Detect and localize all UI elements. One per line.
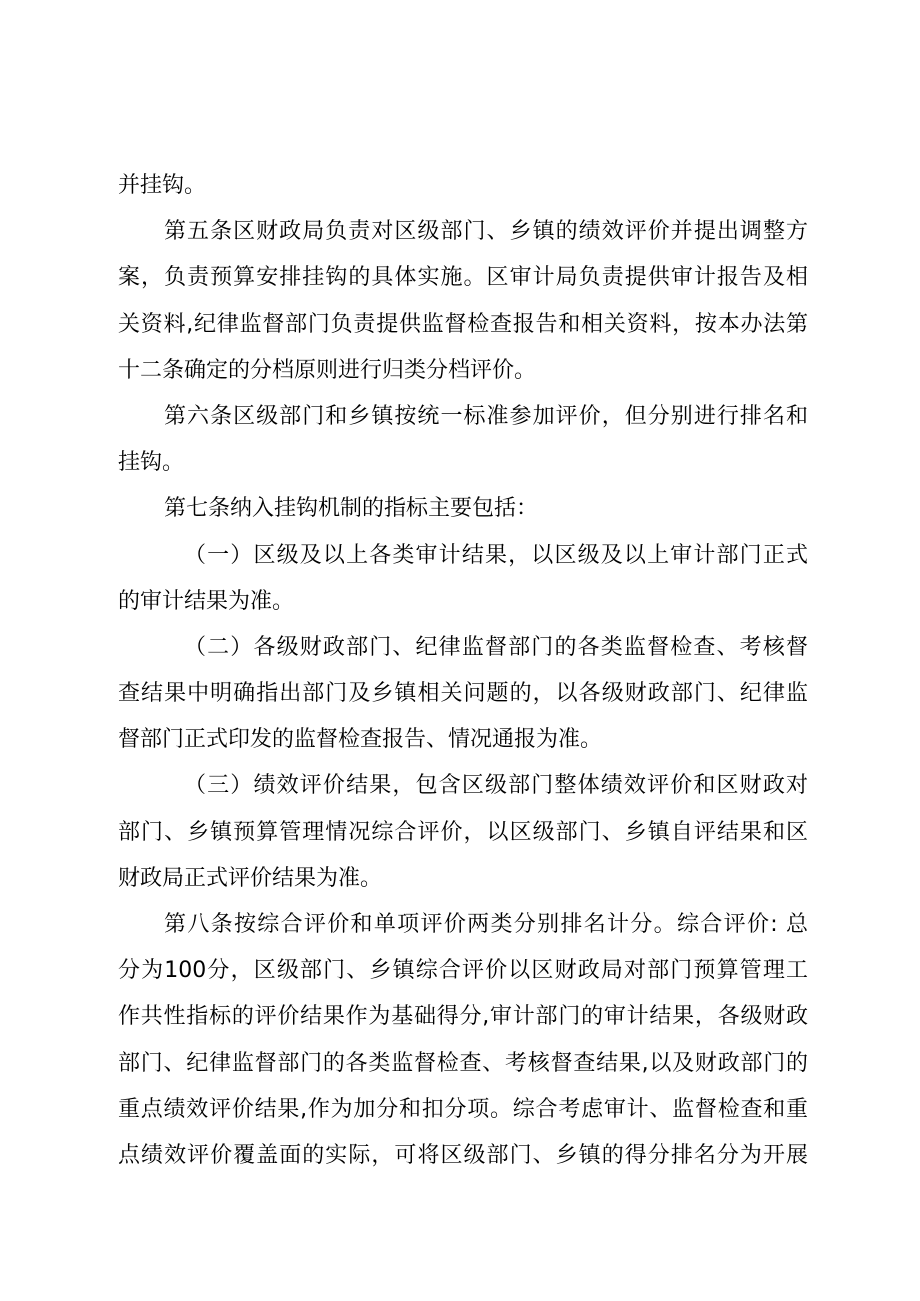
text-line: 分为100分，区级部门、乡镇综合评价以区财政局对部门预算管理工 [118,958,808,984]
text-line: 部门、乡镇预算管理情况综合评价，以区级部门、乡镇自评结果和区 [118,819,808,845]
item-3-line: （三）绩效评价结果，包含区级部门整体绩效评价和区财政对 [184,773,808,799]
text-line: 重点绩效评价结果,作为加分和扣分项。综合考虑审计、监督检查和重 [118,1096,808,1122]
text-line: 并挂钩。 [118,173,207,198]
text-line: 的审计结果为准。 [118,588,295,614]
article-6-heading-line: 第六条区级部门和乡镇按统一标准参加评价，但分别进行排名和 [164,403,808,429]
article-8-heading-line: 第八条按综合评价和单项评价两类分别排名计分。综合评价: 总 [164,912,808,937]
text-line: 财政局正式评价结果为准。 [118,865,383,891]
text-line: 作共性指标的评价结果作为基础得分,审计部门的审计结果，各级财政 [118,1004,808,1030]
article-7-heading-line: 第七条纳入挂钩机制的指标主要包括： [164,496,539,522]
text-line: 十二条确定的分档原则进行归类分档评价。 [118,357,537,383]
item-1-line: （一）区级及以上各类审计结果，以区级及以上审计部门正式 [184,542,808,568]
article-5-heading-line: 第五条区财政局负责对区级部门、乡镇的绩效评价并提出调整方 [164,219,808,245]
document-body [118,163,808,1179]
text-line: 挂钩。 [118,450,185,476]
text-line: 案，负责预算安排挂钩的具体实施。区审计局负责提供审计报告及相 [118,265,808,291]
item-2-line: （二）各级财政部门、纪律监督部门的各类监督检查、考核督 [184,634,808,660]
text-line: 查结果中明确指出部门及乡镇相关问题的，以各级财政部门、纪律监 [118,681,808,707]
text-line: 关资料,纪律监督部门负责提供监督检查报告和相关资料，按本办法第 [118,311,808,337]
text-line: 部门、纪律监督部门的各类监督检查、考核督查结果,以及财政部门的 [118,1050,808,1076]
text-line: 点绩效评价覆盖面的实际，可将区级部门、乡镇的得分排名分为开展 [118,1142,808,1168]
text-line: 督部门正式印发的监督检查报告、情况通报为准。 [118,727,603,753]
